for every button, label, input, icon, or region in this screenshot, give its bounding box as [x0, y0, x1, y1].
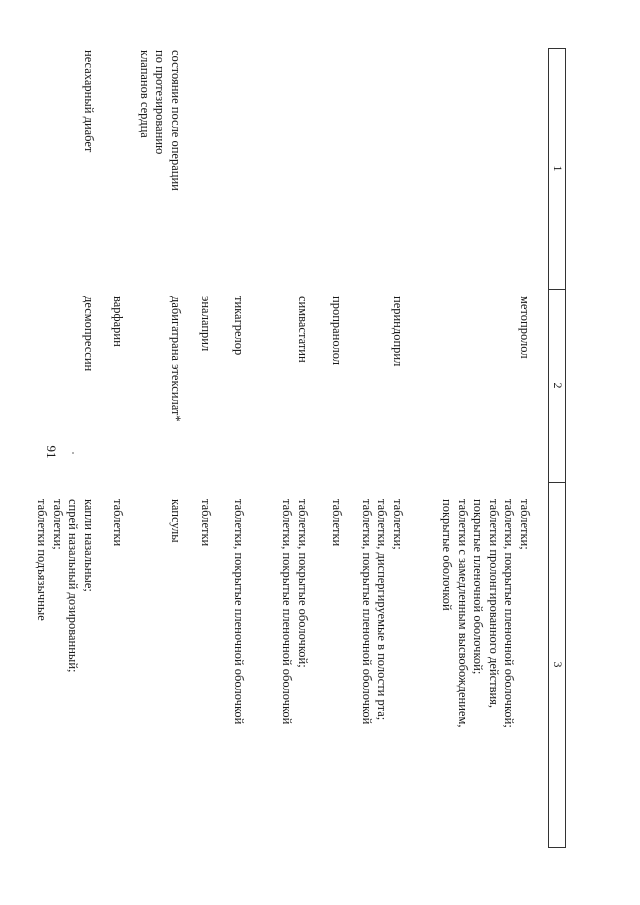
- dosage-form-cell-line: покрытые пленочной оболочкой;: [471, 499, 486, 675]
- drug-name-cell: периндоприл: [391, 296, 405, 367]
- dosage-form-cell: [197, 499, 213, 546]
- dosage-form-cell: [109, 499, 125, 546]
- dosage-form-cell-line: таблетки: [330, 499, 344, 547]
- dosage-form-cell: [328, 499, 344, 546]
- page-number: 91: [44, 445, 59, 459]
- dosage-form-cell: [230, 499, 246, 724]
- dosage-form-cell-line: таблетки;: [391, 499, 405, 550]
- dosage-form-cell-line: спрей назальный дозированный;: [66, 499, 81, 673]
- condition-cell-line: состояние после операции: [169, 50, 183, 191]
- column-header-1: 1: [551, 165, 565, 172]
- dosage-form-cell-line: таблетки, покрытые пленочной оболочкой: [232, 499, 246, 725]
- dosage-form-cell-line: таблетки;: [50, 499, 65, 550]
- dosage-form-cell-line: таблетки, покрытые пленочной оболочкой;: [502, 499, 517, 728]
- dosage-form-cell-line: таблетки, покрытые пленочной оболочкой: [359, 499, 374, 725]
- drug-name-cell: пропранолол: [330, 296, 344, 366]
- scan-artifact: [72, 452, 74, 454]
- condition-cell: [80, 50, 96, 152]
- drug-name-cell: тикагрелор: [232, 296, 246, 356]
- dosage-form-cell-line: таблетки;: [518, 499, 532, 550]
- dosage-form-cell: [279, 499, 310, 724]
- column-header-3: 3: [551, 661, 565, 668]
- dosage-form-cell: [438, 499, 532, 728]
- column-header-2: 2: [551, 382, 565, 389]
- condition-cell-line: клапанов сердца: [137, 50, 152, 138]
- condition-cell-line: по протезированию: [153, 50, 168, 155]
- drug-name-cell: варфарин: [111, 296, 125, 347]
- dosage-form-cell: [358, 499, 405, 724]
- dosage-form-cell: [34, 499, 96, 673]
- condition-cell-line: несахарный диабет: [82, 50, 96, 153]
- dosage-form-cell-line: таблетки, диспергируемые в полости рта;: [375, 499, 390, 721]
- dosage-form-cell-line: таблетки подъязычные: [35, 499, 50, 621]
- dosage-form-cell-line: таблетки пролонгированного действия,: [486, 499, 501, 709]
- dosage-form-cell-line: таблетки: [199, 499, 213, 547]
- dosage-form-cell-line: таблетки, покрытые оболочкой;: [296, 499, 310, 668]
- dosage-form-cell-line: таблетки с замедленным высвобождением,: [455, 499, 470, 728]
- dosage-form-cell-line: таблетки: [111, 499, 125, 547]
- dosage-form-cell-line: капли назальные;: [82, 499, 96, 592]
- drug-name-cell: десмопрессин: [82, 296, 96, 372]
- dosage-form-cell-line: покрытые оболочкой: [440, 499, 455, 611]
- drug-name-cell: метопролол: [518, 296, 532, 359]
- dosage-form-cell-line: капсулы: [169, 499, 183, 543]
- column-divider: [549, 847, 566, 848]
- dosage-form-cell-line: таблетки, покрытые пленочной оболочкой: [280, 499, 295, 725]
- dosage-form-cell: [167, 499, 183, 543]
- condition-cell: [136, 50, 183, 191]
- drug-name-cell: дабигатрана этексилат*: [169, 296, 183, 422]
- drug-name-cell: эналаприл: [199, 296, 213, 352]
- drug-name-cell: симвастатин: [296, 296, 310, 363]
